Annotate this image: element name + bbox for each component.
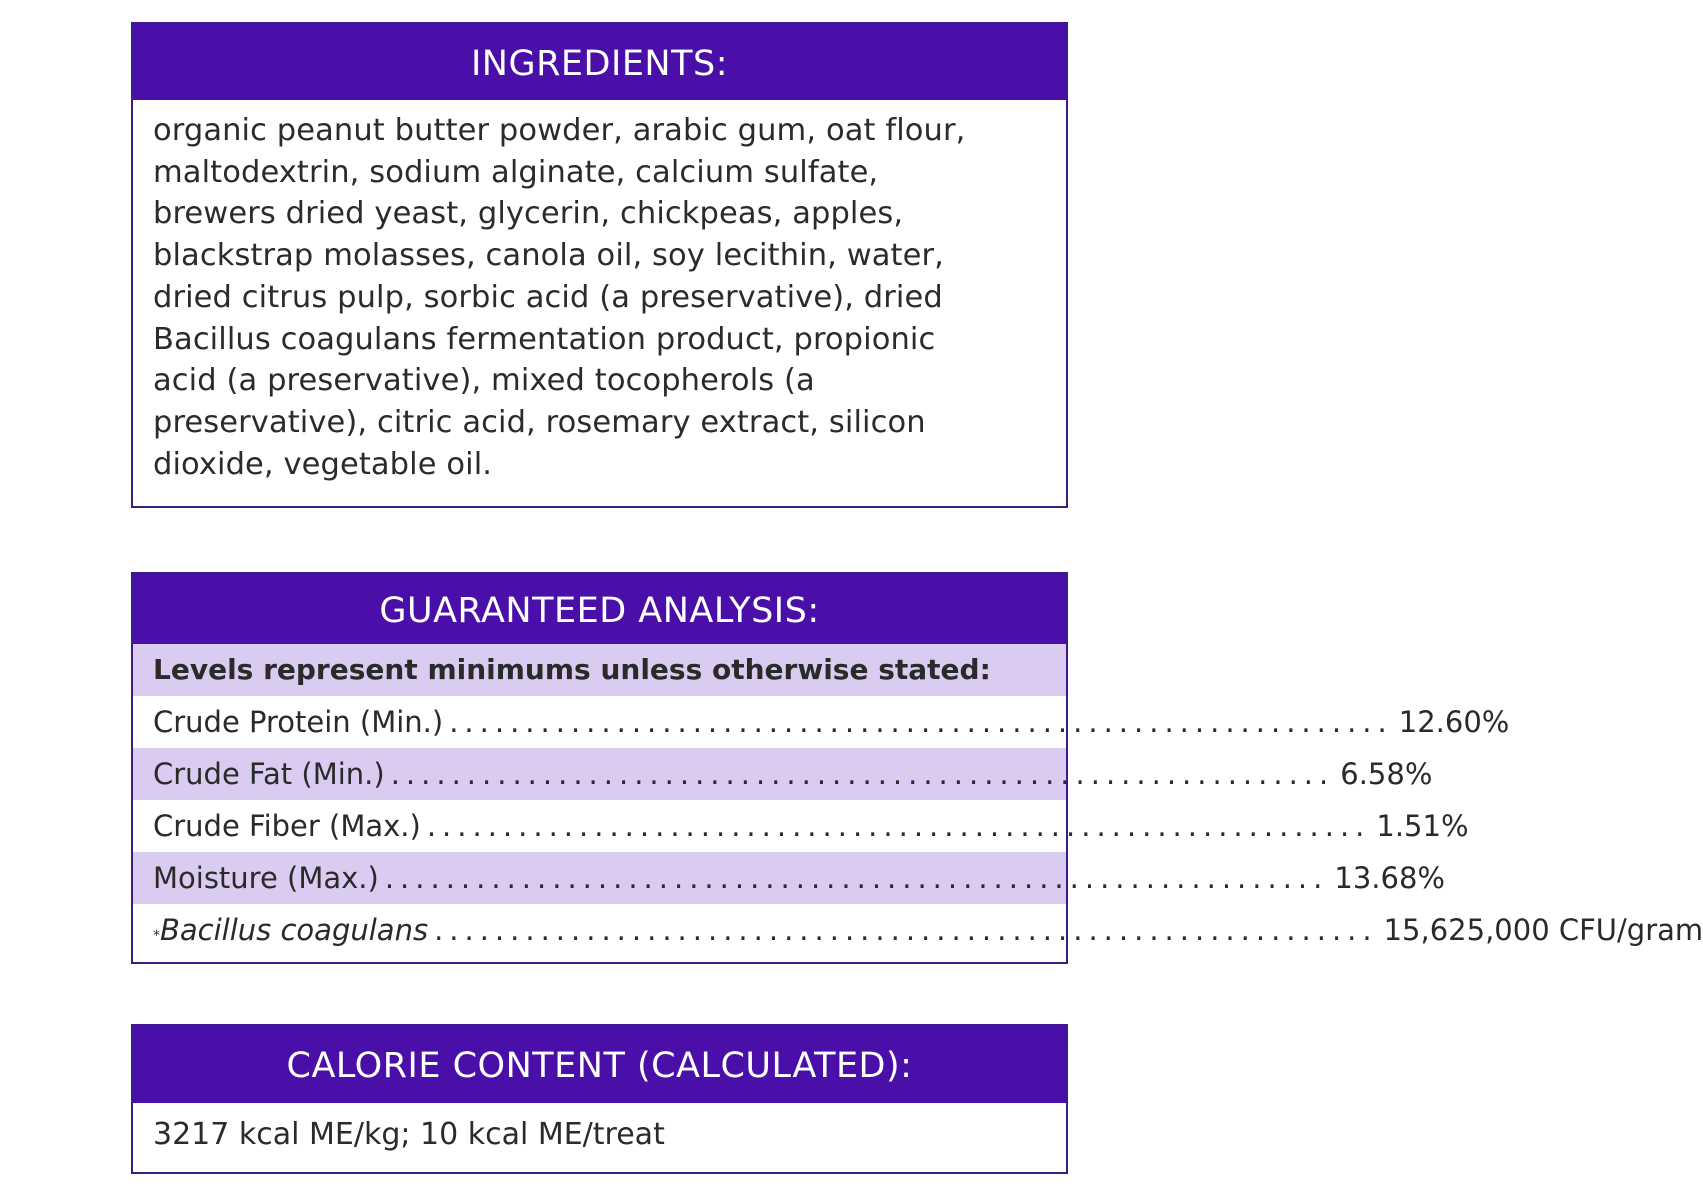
guaranteed-analysis-panel [131,572,1703,964]
guaranteed-analysis-title: GUARANTEED ANALYSIS: [133,574,1066,644]
analysis-row-label: Moisture (Max.) [153,861,379,895]
analysis-row-label: Bacillus coagulans [160,913,429,947]
analysis-row-value: 6.58% [1340,757,1433,791]
dot-leader: .............................................................. [390,757,1335,791]
dot-leader: .............................................................. [426,809,1371,843]
ingredients-panel [131,22,1068,508]
dot-leader: .............................................................. [449,705,1393,739]
analysis-row-value: 13.68% [1334,861,1445,895]
analysis-row-label: Crude Fiber (Max.) [153,809,421,843]
analysis-subtitle: Levels represent minimums unless otherwise stated: [153,653,991,686]
analysis-row-bacillus [133,904,1703,956]
analysis-row-value: 12.60% [1398,705,1510,739]
analysis-row-crude-protein [133,696,1510,748]
analysis-row-label: Crude Protein (Min.) [153,705,444,739]
analysis-row-moisture [133,852,1445,904]
footnote-marker: * [153,928,160,944]
analysis-row-label: Crude Fat (Min.) [153,757,385,791]
calorie-content-title: CALORIE CONTENT (CALCULATED): [133,1026,1066,1103]
dot-leader: .............................................................. [384,861,1329,895]
analysis-row-value: 1.51% [1376,809,1469,843]
ingredients-title: INGREDIENTS: [133,24,1066,100]
ingredients-list: organic peanut butter powder, arabic gum, oat flour, maltodextrin, sodium alginate, calcium sulfate, brewers dried yeast, glycerin, chickpeas, apples, blackstrap molasses, canola oil, soy lecithin, water, dried citrus pulp, sorbic acid (a preservative), dried Bacillus coagulans fermentation product, propionic acid (a preservative), mixed tocopherols (a preservative), citric acid, rosemary extract, silicon dioxide, vegetable oil. [153,113,966,482]
analysis-subtitle-row [133,644,1066,696]
analysis-row-value: 15,625,000 CFU/gram [1383,913,1703,947]
analysis-row-crude-fiber [133,800,1469,852]
calorie-content-panel [131,1024,1068,1174]
dot-leader: .............................................................. [434,913,1378,947]
analysis-row-crude-fat [133,748,1433,800]
calorie-content-value: 3217 kcal ME/kg; 10 kcal ME/treat [153,1117,665,1152]
